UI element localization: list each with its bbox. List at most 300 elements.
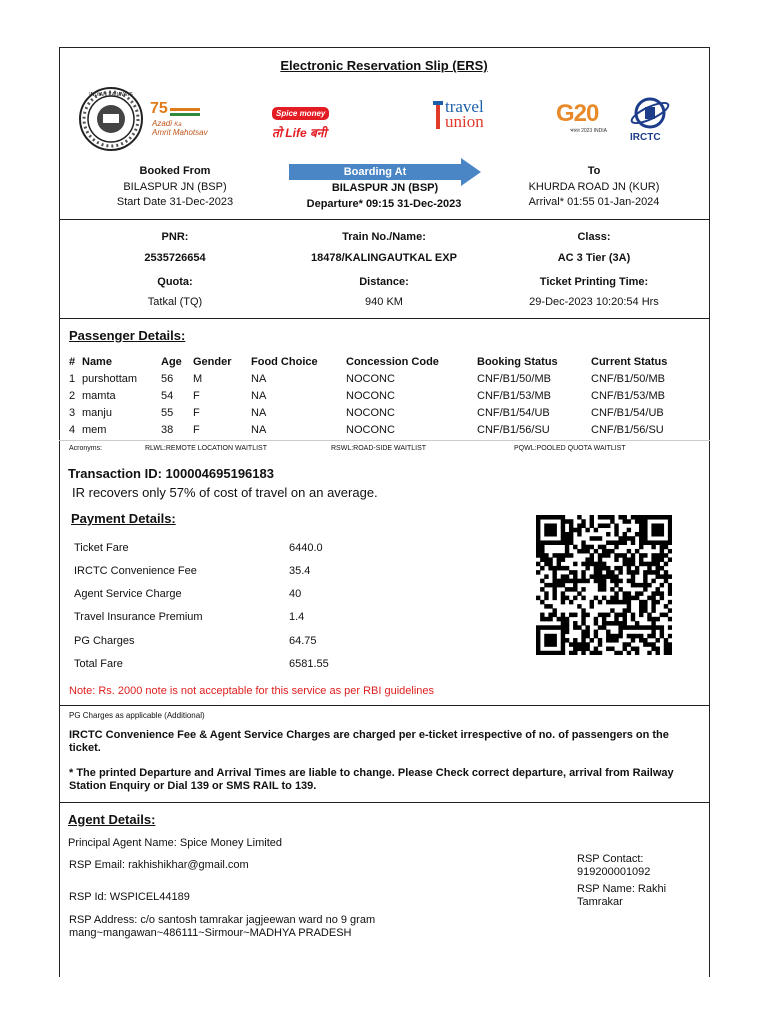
payment-label: PG Charges xyxy=(74,635,135,647)
qr-module xyxy=(606,638,610,643)
qr-module xyxy=(656,515,660,520)
qr-module xyxy=(585,528,589,533)
print-time-label: Ticket Printing Time: xyxy=(539,276,649,288)
qr-module xyxy=(581,621,585,626)
qr-module xyxy=(635,570,639,575)
qr-module xyxy=(651,515,655,520)
qr-module xyxy=(590,574,594,579)
qr-module xyxy=(664,604,668,609)
indian-railways-logo xyxy=(78,86,144,152)
qr-module xyxy=(552,532,556,537)
qr-module xyxy=(544,625,548,630)
qr-module xyxy=(660,549,664,554)
qr-module xyxy=(668,634,672,639)
transaction-id: Transaction ID: 100004695196183 xyxy=(68,466,274,481)
qr-module xyxy=(631,515,635,520)
qr-module xyxy=(585,625,589,630)
cell: 3 xyxy=(69,406,76,419)
qr-module xyxy=(557,617,561,622)
qr-module xyxy=(561,625,565,630)
qr-module xyxy=(631,536,635,541)
qr-module xyxy=(577,604,581,609)
qr-module xyxy=(565,587,569,592)
qr-module xyxy=(660,528,664,533)
qr-module xyxy=(660,566,664,571)
qr-module xyxy=(656,600,660,605)
qr-module xyxy=(623,596,627,601)
qr-module xyxy=(606,630,610,635)
qr-module xyxy=(548,604,552,609)
qr-module xyxy=(598,600,602,605)
qr-module xyxy=(618,621,622,626)
qr-module xyxy=(631,596,635,601)
qr-module xyxy=(668,587,672,592)
qr-module xyxy=(573,587,577,592)
qr-module xyxy=(581,642,585,647)
g20-subtitle: भारत 2023 INDIA xyxy=(570,128,607,134)
qr-module xyxy=(635,591,639,596)
qr-module xyxy=(565,625,569,630)
qr-module xyxy=(561,536,565,541)
qr-module xyxy=(585,647,589,652)
passenger-heading: Passenger Details: xyxy=(69,328,186,343)
qr-module xyxy=(668,647,672,652)
qr-module xyxy=(643,579,647,584)
acronym-pqwl: PQWL:POOLED QUOTA WAITLIST xyxy=(514,445,626,452)
qr-module xyxy=(552,583,556,588)
qr-module xyxy=(561,583,565,588)
qr-module xyxy=(664,613,668,618)
qr-module xyxy=(614,545,618,550)
qr-module xyxy=(635,519,639,524)
qr-module xyxy=(544,642,548,647)
qr-module xyxy=(552,587,556,592)
train-label: Train No./Name: xyxy=(342,231,426,243)
qr-module xyxy=(602,617,606,622)
to-label: To xyxy=(587,165,601,177)
qr-module xyxy=(651,621,655,626)
qr-module xyxy=(631,638,635,643)
qr-module xyxy=(536,630,540,635)
qr-module xyxy=(623,600,627,605)
cell: NA xyxy=(251,423,267,436)
qr-module xyxy=(598,625,602,630)
qr-module xyxy=(631,617,635,622)
qr-module xyxy=(664,553,668,558)
qr-module xyxy=(561,591,565,596)
qr-module xyxy=(590,638,594,643)
qr-module xyxy=(536,519,540,524)
qr-module xyxy=(635,596,639,601)
qr-module xyxy=(643,519,647,524)
qr-module xyxy=(544,553,548,558)
qr-module xyxy=(536,528,540,533)
qr-module xyxy=(565,536,569,541)
qr-module xyxy=(647,642,651,647)
qr-module xyxy=(552,634,556,639)
qr-module xyxy=(598,545,602,550)
qr-module xyxy=(540,587,544,592)
cell: F xyxy=(193,423,200,436)
qr-module xyxy=(606,515,610,520)
cell: 55 xyxy=(161,406,174,419)
qr-module xyxy=(623,540,627,545)
qr-module xyxy=(540,545,544,550)
qr-module xyxy=(610,638,614,643)
departure-time: Departure* 09:15 31-Dec-2023 xyxy=(306,198,462,210)
qr-module xyxy=(561,553,565,558)
cell: NA xyxy=(251,372,267,385)
railways-text: INDIAN RAILWAYS xyxy=(89,92,133,98)
qr-module xyxy=(614,566,618,571)
qr-module xyxy=(552,608,556,613)
qr-module xyxy=(668,528,672,533)
qr-module xyxy=(610,608,614,613)
qr-module xyxy=(656,540,660,545)
qr-module xyxy=(565,549,569,554)
qr-module xyxy=(614,579,618,584)
qr-module xyxy=(577,625,581,630)
pnr-value: 2535726654 xyxy=(144,252,206,264)
qr-module xyxy=(598,553,602,558)
qr-module xyxy=(639,528,643,533)
qr-module xyxy=(635,532,639,537)
qr-module xyxy=(561,540,565,545)
azadi-text: Azadi xyxy=(152,119,173,128)
qr-module xyxy=(594,634,598,639)
qr-module xyxy=(668,519,672,524)
qr-module xyxy=(668,583,672,588)
column-header: Food Choice xyxy=(251,355,318,368)
qr-module xyxy=(598,587,602,592)
qr-module xyxy=(594,574,598,579)
qr-module xyxy=(569,579,573,584)
qr-module xyxy=(602,566,606,571)
principal-agent: Principal Agent Name: Spice Money Limited xyxy=(68,837,282,849)
cell: 38 xyxy=(161,423,174,436)
qr-module xyxy=(614,583,618,588)
cell: CNF/B1/56/SU xyxy=(591,423,664,436)
column-header: Concession Code xyxy=(346,355,439,368)
qr-module xyxy=(544,604,548,609)
qr-module xyxy=(635,634,639,639)
cell: F xyxy=(193,406,200,419)
qr-module xyxy=(536,523,540,528)
qr-module xyxy=(618,630,622,635)
qr-module xyxy=(536,540,540,545)
passenger-row xyxy=(69,370,681,387)
qr-module xyxy=(565,630,569,635)
qr-module xyxy=(618,651,622,655)
qr-module xyxy=(544,596,548,601)
qr-module xyxy=(651,562,655,567)
qr-module xyxy=(627,600,631,605)
qr-module xyxy=(577,579,581,584)
qr-module xyxy=(668,591,672,596)
qr-module xyxy=(540,540,544,545)
qr-code xyxy=(536,515,672,655)
azadi-ka-text: Ka xyxy=(174,122,182,128)
qr-module xyxy=(581,579,585,584)
cell: M xyxy=(193,372,203,385)
qr-module xyxy=(598,536,602,541)
qr-module xyxy=(585,557,589,562)
qr-module xyxy=(536,647,540,652)
payment-heading: Payment Details: xyxy=(71,511,176,526)
union-text: union xyxy=(445,112,484,131)
qr-module xyxy=(635,651,639,655)
g20-text: G20 xyxy=(556,100,599,127)
qr-module xyxy=(627,604,631,609)
cell: CNF/B1/50/MB xyxy=(477,372,551,385)
qr-module xyxy=(631,553,635,558)
rsp-address: RSP Address: c/o santosh tamrakar jagjeewan ward no 9 gram mang~mangawan~486111~Sirmour~MADHYA PRADESH xyxy=(69,914,376,939)
qr-module xyxy=(651,647,655,652)
cell: CNF/B1/50/MB xyxy=(591,372,665,385)
qr-module xyxy=(631,634,635,639)
qr-module xyxy=(668,515,672,520)
qr-module xyxy=(610,647,614,652)
qr-module xyxy=(656,647,660,652)
qr-module xyxy=(552,540,556,545)
divider xyxy=(59,705,710,706)
qr-module xyxy=(598,574,602,579)
qr-module xyxy=(598,570,602,575)
column-header: Name xyxy=(82,355,112,368)
qr-module xyxy=(544,532,548,537)
column-header: Age xyxy=(161,355,182,368)
qr-module xyxy=(540,566,544,571)
qr-module xyxy=(614,528,618,533)
qr-module xyxy=(585,634,589,639)
qr-module xyxy=(631,570,635,575)
print-time-value: 29-Dec-2023 10:20:54 Hrs xyxy=(529,296,659,308)
qr-module xyxy=(618,634,622,639)
qr-module xyxy=(565,638,569,643)
qr-module xyxy=(577,549,581,554)
qr-module xyxy=(668,608,672,613)
qr-module xyxy=(606,647,610,652)
qr-module xyxy=(590,553,594,558)
qr-module xyxy=(623,536,627,541)
qr-module xyxy=(651,528,655,533)
payment-value: 64.75 xyxy=(289,635,317,647)
qr-module xyxy=(594,536,598,541)
qr-module xyxy=(557,557,561,562)
qr-module xyxy=(598,613,602,618)
qr-module xyxy=(548,613,552,618)
qr-module xyxy=(548,617,552,622)
qr-module xyxy=(618,579,622,584)
qr-module xyxy=(561,532,565,537)
qr-module xyxy=(660,553,664,558)
qr-module xyxy=(647,625,651,630)
qr-module xyxy=(639,540,643,545)
qr-module xyxy=(573,638,577,643)
qr-module xyxy=(585,549,589,554)
qr-module xyxy=(581,647,585,652)
qr-module xyxy=(660,532,664,537)
qr-module xyxy=(552,651,556,655)
qr-module xyxy=(627,651,631,655)
qr-module xyxy=(656,562,660,567)
qr-module xyxy=(639,532,643,537)
qr-module xyxy=(627,596,631,601)
qr-module xyxy=(614,532,618,537)
qr-module xyxy=(581,574,585,579)
payment-value: 6440.0 xyxy=(289,542,323,554)
qr-module xyxy=(544,562,548,567)
qr-module xyxy=(623,553,627,558)
qr-module xyxy=(623,642,627,647)
qr-module xyxy=(598,651,602,655)
qr-module xyxy=(639,515,643,520)
qr-module xyxy=(610,621,614,626)
qr-module xyxy=(577,647,581,652)
qr-module xyxy=(581,545,585,550)
qr-module xyxy=(569,570,573,575)
cell: 1 xyxy=(69,372,76,385)
qr-module xyxy=(627,549,631,554)
qr-module xyxy=(668,532,672,537)
cell: NOCONC xyxy=(346,372,395,385)
qr-module xyxy=(618,625,622,630)
qr-module xyxy=(540,651,544,655)
qr-module xyxy=(656,523,660,528)
qr-module xyxy=(610,519,614,524)
qr-module xyxy=(569,523,573,528)
qr-module xyxy=(548,557,552,562)
qr-module xyxy=(664,562,668,567)
qr-module xyxy=(664,647,668,652)
qr-module xyxy=(647,566,651,571)
qr-module xyxy=(664,642,668,647)
payment-label: Travel Insurance Premium xyxy=(74,611,203,623)
qr-module xyxy=(618,613,622,618)
qr-module xyxy=(548,634,552,639)
qr-module xyxy=(573,545,577,550)
qr-module xyxy=(660,557,664,562)
qr-module xyxy=(656,566,660,571)
qr-module xyxy=(660,591,664,596)
quota-label: Quota: xyxy=(157,276,193,288)
qr-module xyxy=(606,574,610,579)
booked-from-label: Booked From xyxy=(139,165,211,177)
qr-module xyxy=(639,545,643,550)
class-label: Class: xyxy=(577,231,611,243)
qr-module xyxy=(623,562,627,567)
qr-module xyxy=(606,549,610,554)
qr-module xyxy=(540,557,544,562)
boarding-label: Boarding At xyxy=(343,166,407,178)
train-value: 18478/KALINGAUTKAL EXP xyxy=(311,252,457,264)
qr-module xyxy=(561,642,565,647)
qr-module xyxy=(573,651,577,655)
qr-module xyxy=(643,562,647,567)
agent-heading: Agent Details: xyxy=(68,812,156,827)
qr-module xyxy=(631,625,635,630)
qr-module xyxy=(623,532,627,537)
qr-module xyxy=(639,625,643,630)
qr-module xyxy=(548,528,552,533)
qr-module xyxy=(664,651,668,655)
qr-module xyxy=(569,528,573,533)
qr-module xyxy=(594,579,598,584)
qr-module xyxy=(647,540,651,545)
qr-module xyxy=(573,642,577,647)
qr-module xyxy=(651,634,655,639)
qr-module xyxy=(594,549,598,554)
qr-module xyxy=(552,613,556,618)
qr-module xyxy=(639,634,643,639)
cell: F xyxy=(193,389,200,402)
qr-module xyxy=(651,579,655,584)
qr-module xyxy=(651,642,655,647)
qr-module xyxy=(561,557,565,562)
qr-module xyxy=(635,625,639,630)
qr-module xyxy=(606,553,610,558)
passenger-row xyxy=(69,387,681,404)
qr-module xyxy=(536,625,540,630)
qr-module xyxy=(602,545,606,550)
qr-module xyxy=(594,617,598,622)
qr-module xyxy=(594,528,598,533)
qr-module xyxy=(598,515,602,520)
payment-label: Agent Service Charge xyxy=(74,588,182,600)
cell: 56 xyxy=(161,372,174,385)
qr-module xyxy=(627,562,631,567)
qr-module xyxy=(643,604,647,609)
cell: manju xyxy=(82,406,112,419)
qr-module xyxy=(643,642,647,647)
qr-module xyxy=(565,596,569,601)
qr-module xyxy=(606,613,610,618)
qr-module xyxy=(647,596,651,601)
qr-module xyxy=(594,647,598,652)
qr-module xyxy=(618,566,622,571)
qr-module xyxy=(540,553,544,558)
qr-module xyxy=(536,638,540,643)
qr-module xyxy=(614,621,618,626)
recovery-note: IR recovers only 57% of cost of travel on an average. xyxy=(72,485,378,500)
qr-module xyxy=(573,579,577,584)
qr-module xyxy=(561,574,565,579)
qr-module xyxy=(635,566,639,571)
qr-module xyxy=(614,617,618,622)
start-date: Start Date 31-Dec-2023 xyxy=(116,196,234,208)
qr-module xyxy=(577,528,581,533)
qr-module xyxy=(585,642,589,647)
qr-module xyxy=(623,591,627,596)
qr-module xyxy=(668,540,672,545)
qr-module xyxy=(610,587,614,592)
qr-module xyxy=(581,608,585,613)
cell: NOCONC xyxy=(346,406,395,419)
qr-module xyxy=(643,532,647,537)
qr-module xyxy=(536,570,540,575)
qr-module xyxy=(540,549,544,554)
qr-module xyxy=(639,562,643,567)
qr-module xyxy=(581,562,585,567)
qr-module xyxy=(544,591,548,596)
qr-module xyxy=(635,621,639,626)
cell: NA xyxy=(251,389,267,402)
qr-module xyxy=(651,625,655,630)
qr-module xyxy=(569,651,573,655)
qr-module xyxy=(623,515,627,520)
qr-module xyxy=(590,515,594,520)
qr-module xyxy=(643,600,647,605)
